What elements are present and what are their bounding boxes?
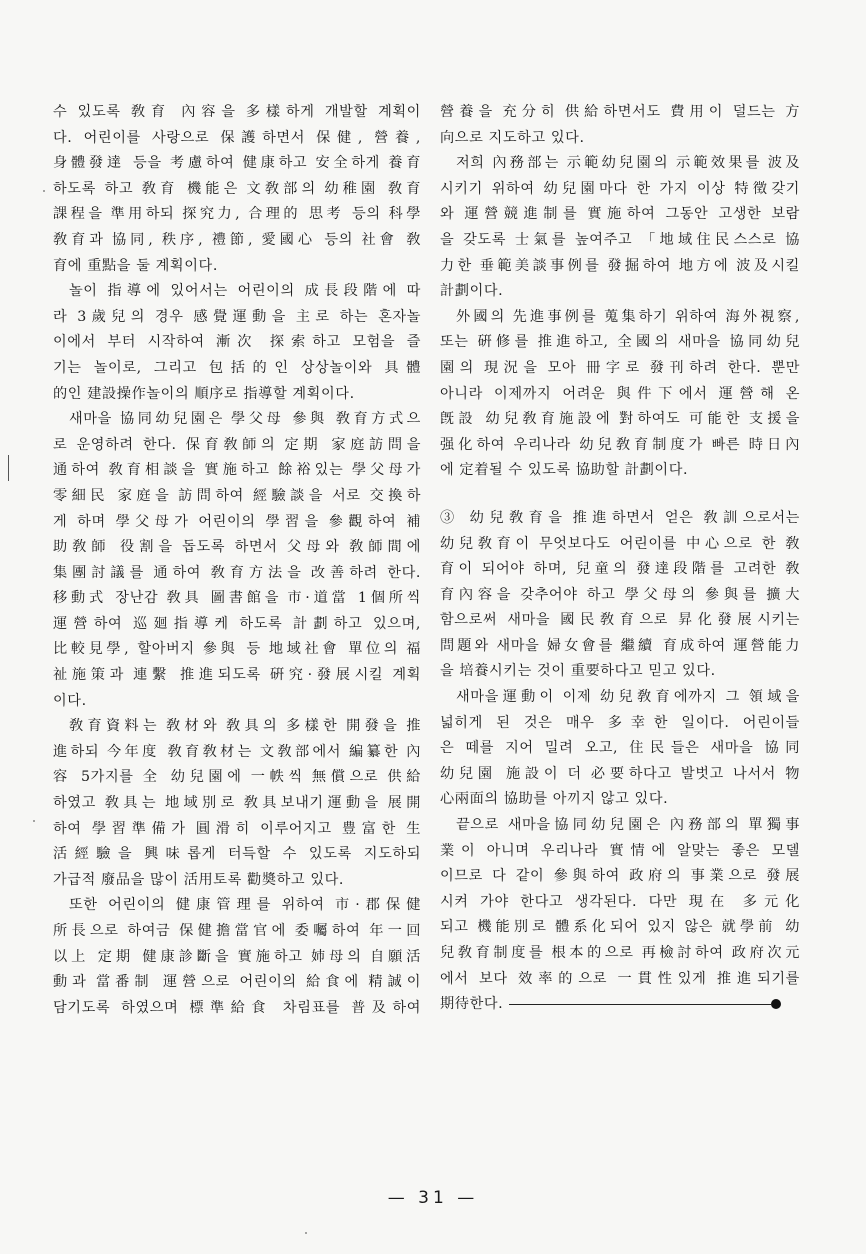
paragraph-start: 끝으로 새마을協同幼兒園은 內務部의 單獨事	[456, 817, 800, 834]
paragraph-start: 새마을 協同幼兒園은 學父母 參與 敎育方式으	[69, 411, 421, 428]
paragraph-start: 敎育資料는 敎材와 敎具의 多樣한 開發을 推	[69, 718, 421, 735]
text-line: 移動式 장난감 敎具 圖書館을 市·道當 1個所씩	[53, 590, 421, 607]
text-line: 이므로 다 같이 參與하여 政府의 事業으로 發展	[440, 868, 800, 885]
text-line: 담기도록 하였으며 標準給食 차림표를 普及하여	[53, 999, 421, 1016]
scan-speck	[33, 820, 35, 822]
final-line	[440, 992, 800, 1018]
left-column	[53, 100, 421, 1021]
text-line: 育內容을 갖추어야 하고 學父母의 參與를 擴大	[440, 586, 800, 603]
text-line: 進하되 今年度 敎育敎材는 文敎部에서 編纂한 內	[53, 743, 421, 760]
text-line: 力한 垂範美談事例를 發掘하여 地方에 波及시킬	[440, 257, 800, 274]
text-line: 게 하며 學父母가 어린이의 學習을 參觀하여 補	[53, 513, 421, 530]
text-line: 育이 되어야 하며, 兒童의 發達段階를 고려한 敎	[440, 561, 800, 578]
text-line: 以上 定期 健康診斷을 實施하고 姉母의 自願活	[53, 948, 421, 965]
text-line: 시켜 가야 한다고 생각된다. 다만 現在 多元化	[440, 893, 800, 910]
text-line: 로 운영하려 한다. 保育敎師의 定期 家庭訪問을	[53, 436, 421, 453]
paragraph-start: 놀이 指導에 있어서는 어린이의 成長段階에 따	[69, 283, 421, 300]
text-line: 되고 機能別로 體系化되어 있지 않은 就學前 幼	[440, 919, 800, 936]
text-line: 아니라 이제까지 어려운 與件下에서 運營해 온	[440, 385, 800, 402]
scan-speck	[305, 1232, 307, 1234]
text-line: 向으로 지도하고 있다.	[440, 129, 585, 146]
text-line: 身體發達 등을 考慮하여 健康하고 安全하게 養育	[53, 155, 421, 172]
text-line: 比較見學, 할아버지 參與 등 地域社會 單位의 福	[53, 641, 421, 658]
text-line: 에 定着될 수 있도록 協助할 計劃이다.	[440, 462, 689, 479]
binding-mark	[8, 455, 9, 481]
text-line: 또는 硏修를 推進하고, 全國의 새마을 協同幼兒	[440, 334, 800, 351]
text-line: 祉施策과 連繫 推進되도록 硏究·發展시킬 계획	[53, 667, 421, 684]
text-line: 하도록 하고 敎育 機能은 文敎部의 幼稚園 敎育	[53, 180, 421, 197]
text-line: 問題와 새마을 婦女會를 繼續 育成하여 運營能力	[440, 637, 800, 654]
text-line: 을 培養시키는 것이 重要하다고 믿고 있다.	[440, 663, 716, 680]
text-line: 通하여 敎育相談을 實施하고 餘裕있는 學父母가	[53, 462, 421, 479]
text-line: 課程을 準用하되 探究力, 合理的 思考 등의 科學	[53, 206, 421, 223]
text-line: 기는 놀이로, 그리고 包括的인 상상놀이와 具體	[53, 359, 421, 376]
closing-text: 期待한다.	[440, 996, 504, 1013]
text-line: 所長으로 하여금 保健擔當官에 委囑하여 年一回	[53, 923, 421, 939]
text-line: 다. 어린이를 사랑으로 保護하면서 保健, 營養,	[53, 129, 421, 146]
text-line: 은 떼를 지어 밀려 오고, 住民들은 새마을 協同	[440, 740, 800, 757]
text-line: 育에 重點을 둘 계획이다.	[53, 257, 218, 274]
text-line: 하여 學習準備가 圓滑히 이루어지고 豊富한 生	[53, 820, 421, 837]
text-line: 園의 現況을 모아 冊字로 發刊하려 한다. 뿐만	[440, 359, 800, 376]
text-line: 業이 아니며 우리나라 實情에 알맞는 좋은 모델	[440, 842, 800, 859]
text-line: 的인 建設操作놀이의 順序로 指導할 계획이다.	[53, 385, 355, 402]
text-line: 시키기 위하여 幼兒園마다 한 가지 이상 特徵갖기	[440, 180, 800, 197]
text-line: 營養을 充分히 供給하면서도 費用이 덜드는 方	[440, 104, 800, 120]
paragraph-start: 새마을運動이 이제 幼兒敎育에까지 그 領域을	[456, 689, 800, 706]
text-line: 가급적 廢品을 많이 活用토록 勸奬하고 있다.	[53, 871, 345, 888]
end-mark-icon	[771, 999, 781, 1009]
text-line: 幼兒園 施設이 더 必要하다고 발벗고 나서서 物	[440, 765, 800, 782]
text-line: 을 갖도록 士氣를 높여주고 「地域住民스스로 協	[440, 231, 800, 248]
section-gap	[440, 484, 800, 506]
text-line: 動과 當番制 運營으로 어린이의 給食에 精誠이	[53, 974, 421, 991]
text-line: 强化하여 우리나라 幼兒敎育制度가 빠른 時日內	[440, 436, 800, 453]
text-line: 活經驗을 興味롭게 터득할 수 있도록 지도하되	[53, 846, 421, 863]
text-line: 넓히게 된 것은 매우 多幸한 일이다. 어린이들	[440, 714, 800, 731]
right-column	[440, 100, 800, 1018]
text-line: 이다.	[53, 692, 87, 709]
page-number: — 31 —	[387, 1188, 479, 1208]
text-line: 幼兒敎育이 무엇보다도 어린이를 中心으로 한 敎	[440, 535, 800, 552]
text-line: 敎育과 協同, 秩序, 禮節, 愛國心 등의 社會 敎	[53, 231, 421, 248]
text-line: 에서 보다 效率的으로 一貫性있게 推進되기를	[440, 970, 800, 987]
scan-speck	[43, 190, 45, 192]
text-line: 心兩面의 協助를 아끼지 않고 있다.	[440, 791, 669, 808]
paragraph-start: 또한 어린이의 健康管理를 위하여 市·郡保健	[69, 897, 421, 914]
text-line: 수 있도록 敎育 內容을 多樣하게 개발할 계획이	[53, 104, 421, 120]
text-line: 計劃이다.	[440, 283, 504, 300]
end-rule	[509, 1004, 771, 1005]
text-line: 運營하여 巡廻指導케 하도록 計劃하고 있으며,	[53, 615, 421, 632]
text-line: 旣設 幼兒敎育施設에 對하여도 可能한 支援을	[440, 411, 800, 428]
section-heading-line: ③ 幼兒敎育을 推進하면서 얻은 敎訓으로서는	[440, 509, 800, 526]
text-line: 와 運營競進制를 實施하여 그동안 고생한 보람	[440, 206, 800, 223]
text-line: 容 5가지를 全 幼兒園에 一帙씩 無償으로 供給	[53, 769, 421, 786]
text-line: 零細民 家庭을 訪問하여 經驗談을 서로 交換하	[53, 487, 421, 504]
text-line: 兒敎育制度를 根本的으로 再檢討하여 政府次元	[440, 945, 800, 961]
text-line: 이에서 부터 시작하여 漸次 探索하고 모험을 즐	[53, 334, 421, 351]
text-line: 助敎師 役割을 돕도록 하면서 父母와 敎師間에	[53, 539, 421, 556]
text-line: 라 3歲兒의 경우 感覺運動을 主로 하는 혼자놀	[53, 308, 421, 325]
text-line: 하였고 敎具는 地域別로 敎具보내기運動을 展開	[53, 795, 421, 812]
paragraph-start: 저희 內務部는 示範幼兒園의 示範效果를 波及	[456, 155, 800, 172]
text-line: 함으로써 새마을 國民敎育으로 昇化發展시키는	[440, 612, 800, 629]
paragraph-start: 外國의 先進事例를 蒐集하기 위하여 海外視察,	[456, 308, 800, 325]
text-line: 集團討議를 通하여 敎育方法을 改善하려 한다.	[53, 564, 421, 581]
